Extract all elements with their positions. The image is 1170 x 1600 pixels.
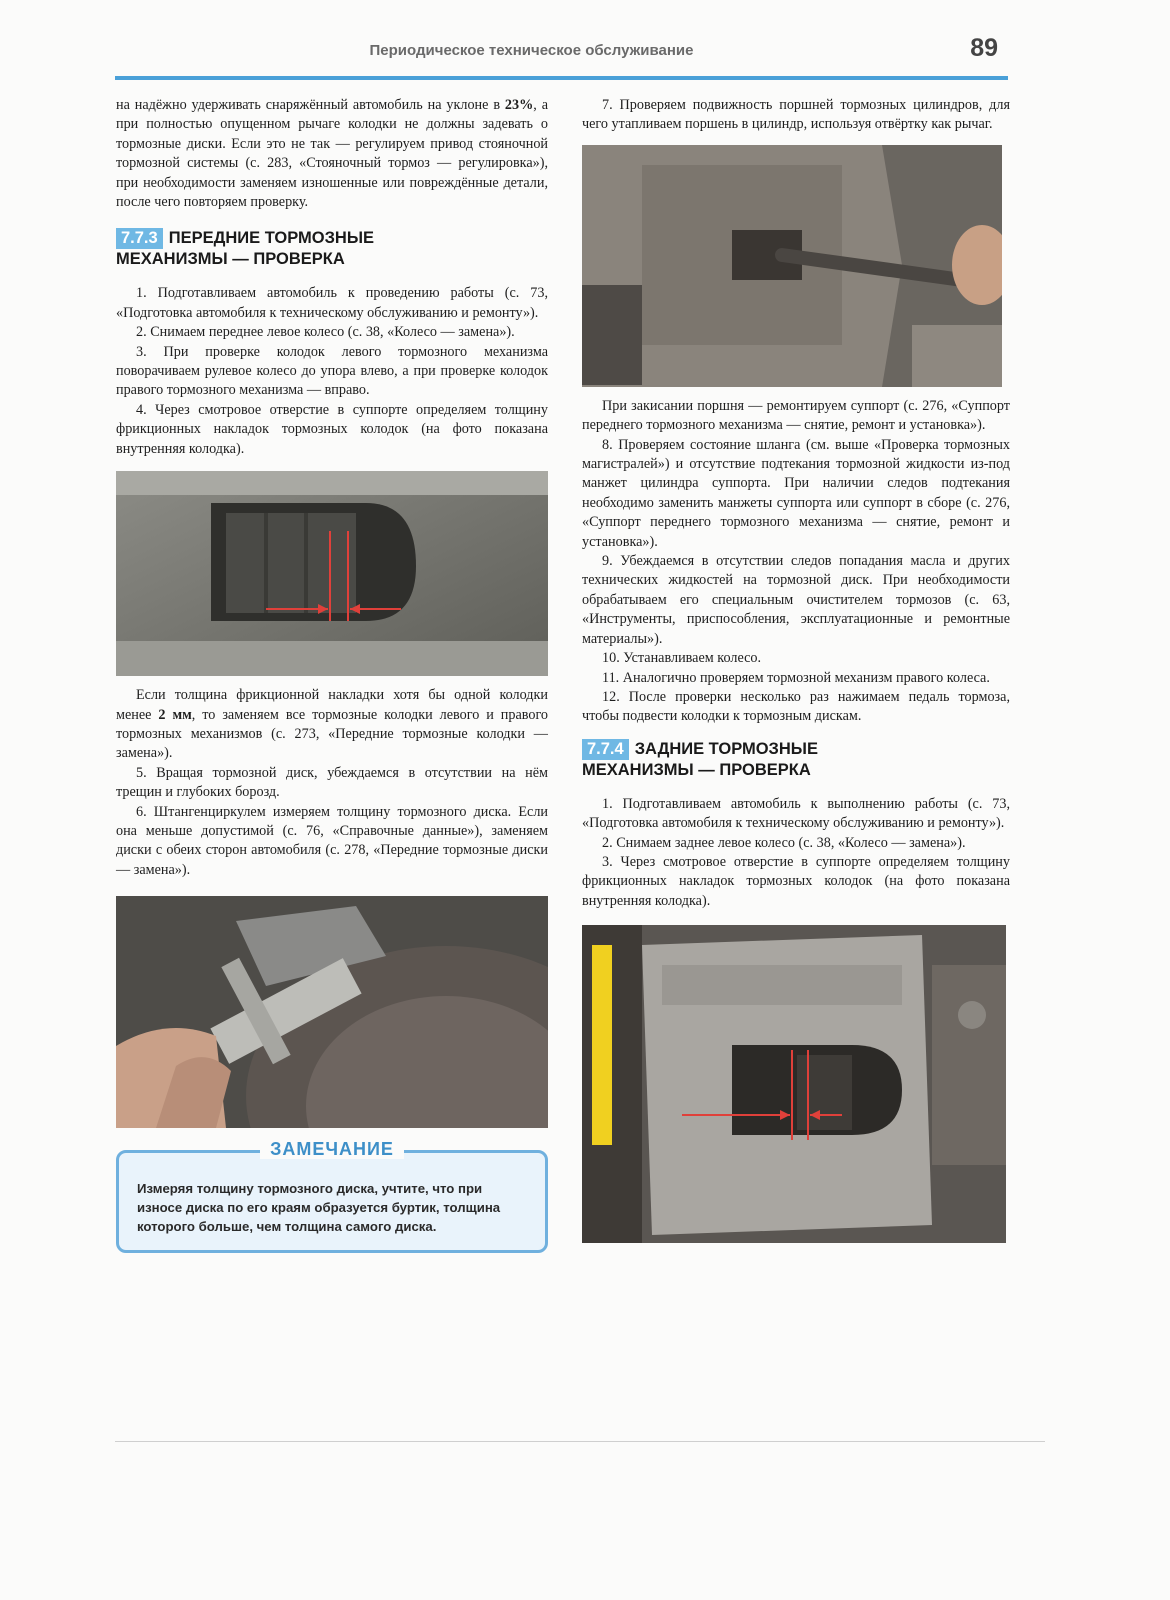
right-column [582,96,1010,1253]
section-title-line2: МЕХАНИЗМЫ — ПРОВЕРКА [116,250,345,269]
page-header [115,36,1008,80]
piston-lever-photo [582,145,1010,387]
pad-text-a: Если толщина фрикционной накладки хотя бы одной колодки менее [116,687,548,723]
section-title-line1: ПЕРЕДНИЕ ТОРМОЗНЫЕ [168,229,374,248]
rear-step-3: 3. Через смотровое отверстие в суппорте определяем толщину фрикционных накладок тормозных колодок (на фото показана внутренняя колодка). [582,853,1010,909]
step-9: 9. Убеждаемся в отсутствии следов попадания масла и других технических жидкостей на тормозной диск. При необходимости обрабатываем его специальным очистителем тормозов (с. 63, «Инструменты, приспособления, эксплуатационные и ремонтные материалы»). [582,553,1010,647]
page-number: 89 [970,34,998,62]
intro-text-1: на надёжно удерживать снаряжённый автомобиль на [116,97,442,113]
header-rule [115,76,1008,80]
intro-text-3: , а при полностью опущенном рычаге колодки не должны задевать о тормозные диски. Если это не так — регулируем привод стояночной тормозной системы (с. 283, «Стояночный тормоз — регулировка»), при необходимости заменяем изношенные или повреждённые детали, после чего повторяем проверку. [116,97,549,211]
step-8: 8. Проверяем состояние шланга (см. выше «Проверка тормозных магистралей») и отсутствие подтекания тормозной жидкости из-под манжет цилиндра суппорта. При наличии следов подтекания необходимо заменить манжеты суппорта или суппорт в сборе (с. 276, «Суппорт переднего тормозного механизма — снятие, ремонт и установка»). [582,436,1010,550]
step-6: 6. Штангенциркулем измеряем толщину тормозного диска. Если она меньше допустимой (с. 76, «Справочные данные»), заменяем диски с обеих сторон автомобиля (с. 278, «Передние тормозные диски — замена»). [116,803,548,878]
step-3: 3. При проверке колодок левого тормозного механизма поворачиваем рулевое колесо до упора влево, а при проверке колодок правого тормозного механизма — вправо. [116,343,548,399]
step-1: 1. Подготавливаем автомобиль к проведению работы (с. 73, «Подготовка автомобиля к техническому обслуживанию и ремонту»). [116,285,548,321]
step-2: 2. Снимаем переднее левое колесо (с. 38, «Колесо — замена»). [136,324,515,341]
step-10: 10. Устанавливаем колесо. [602,650,762,667]
pad-thickness-paragraph [116,686,548,764]
rear-caliper-photo [582,925,1010,1243]
running-header-title: Периодическое техническое обслуживание [369,42,694,59]
min-thickness-value: 2 мм [158,706,192,723]
intro-paragraph [116,96,548,212]
brake-pad-window-photo [116,471,548,676]
note-box [116,1139,548,1253]
footer-rule [115,1441,1045,1442]
section-heading-7-7-3 [116,228,548,270]
section-title-line2: МЕХАНИЗМЫ — ПРОВЕРКА [582,760,811,779]
piston-seize-paragraph: При закисании поршня — ремонтируем суппорт (с. 276, «Суппорт переднего тормозного механизма — снятие, ремонт и установка»). [582,397,1010,434]
step-4: 4. Через смотровое отверстие в суппорте определяем толщину фрикционных накладок тормозных колодок (на фото показана внутренняя колодка). [116,401,548,457]
note-text: Измеряя толщину тормозного диска, учтите, что при износе диска по его краям образуется буртик, толщина которого больше, чем толщина самого диска. [137,1181,501,1235]
section-number-badge: 7.7.4 [582,739,629,760]
rear-step-1: 1. Подготавливаем автомобиль к выполнению работы (с. 73, «Подготовка автомобиля к техническому обслуживанию и ремонту»). [582,795,1010,832]
section-heading-7-7-4 [582,739,1010,781]
slope-value: 23% [504,97,534,113]
rear-step-2: 2. Снимаем заднее левое колесо (с. 38, «Колесо — замена»). [602,834,966,851]
step-5: 5. Вращая тормозной диск, убеждаемся в отсутствии на нём трещин и глубоких борозд. [116,764,548,801]
section-title-line1: ЗАДНИЕ ТОРМОЗНЫЕ [634,739,818,758]
section-number-badge: 7.7.3 [116,228,163,249]
step-11: 11. Аналогично проверяем тормозной механизм правого колеса. [602,669,990,686]
note-title: ЗАМЕЧАНИЕ [260,1139,404,1159]
pad-text-b: , то заменяем все тормозные колодки левого и правого тормозных механизмов (с. 273, «Передние тормозные колодки — замена»). [116,706,549,762]
left-column [116,96,548,1253]
intro-text-2: уклоне в [446,97,505,113]
step-12: 12. После проверки несколько раз нажимаем педаль тормоза, чтобы подвести колодки к тормозным дискам. [582,688,1010,725]
step-7: 7. Проверяем подвижность поршней тормозных цилиндров, для чего утапливаем поршень в цилиндр, используя отвёртку как рычаг. [582,97,1010,133]
vernier-caliper-photo [116,896,548,1128]
